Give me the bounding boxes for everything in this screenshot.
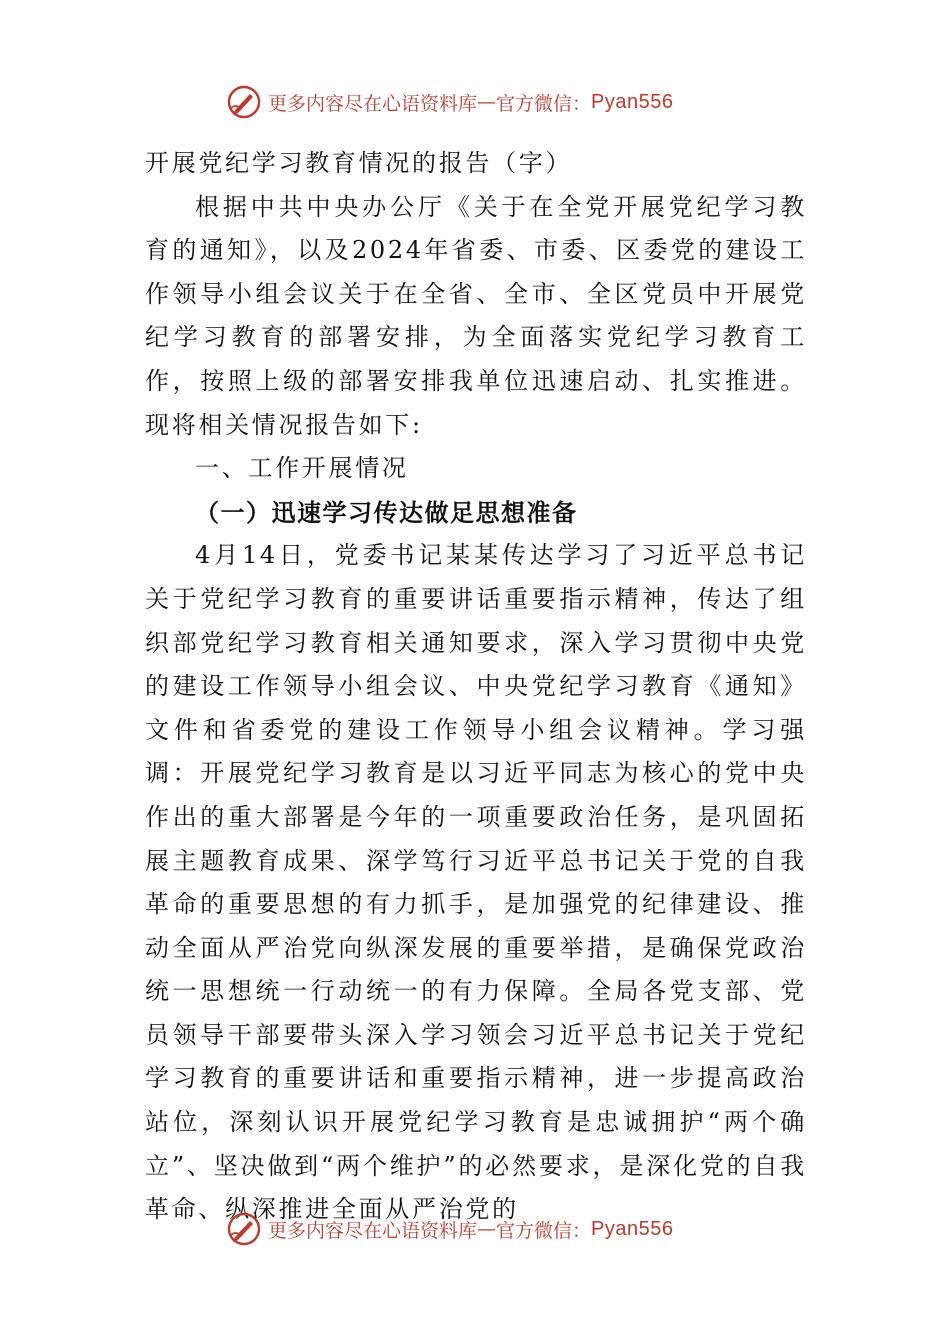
document-title: 开展党纪学习教育情况的报告（字） [145, 149, 573, 177]
subsection-heading: （一）迅速学习传达做足思想准备 [195, 497, 578, 527]
document-body [145, 142, 807, 1232]
pen-circle-logo-icon [226, 1211, 262, 1247]
watermark-account-label: 官方微信： [496, 1219, 592, 1242]
watermark-account-id: Pyan556 [591, 90, 674, 113]
watermark-dash: — [477, 1218, 497, 1240]
section-heading: 一、工作开展情况 [195, 454, 409, 483]
watermark-brand-text: 更多内容尽在心语资料库 [268, 1219, 478, 1242]
watermark-banner-top [226, 82, 746, 122]
watermark-banner-bottom [226, 1209, 746, 1249]
body-paragraph: 4月14日，党委书记某某传达学习了习近平总书记关于党纪学习教育的重要讲话重要指示精神，传达了组织部党纪学习教育相关通知要求，深入学习贯彻中央党的建设工作领导小组会议、中央党纪学习教育《通知》文件和省委党的建设工作领导小组会议精神。学习强调：开展党纪学习教育是以习近平同志为核心的党中央作出的重大部署是今年的一项重要政治任务，是巩固拓展主题教育成果、深学笃行习近平总书记关于党的自我革命的重要思想的有力抓手，是加强党的纪律建设、推动全面从严治党向纵深发展的重要举措，是确保党政治统一思想统一行动统一的有力保障。全局各党支部、党员领导干部要带头深入学习领会习近平总书记关于党纪学习教育的重要讲话和重要指示精神，进一步提高政治站位，深刻认识开展党纪学习教育是忠诚拥护“两个确立”、坚决做到“两个维护”的必然要求，是深化党的自我革命、纵深推进全面从严治党的 [145, 541, 807, 1224]
pen-circle-logo-icon [226, 84, 262, 120]
watermark-account-id: Pyan556 [591, 1217, 674, 1240]
watermark-brand-text: 更多内容尽在心语资料库 [268, 92, 478, 115]
watermark-account-label: 官方微信： [496, 92, 592, 115]
watermark-dash: — [477, 91, 497, 113]
intro-paragraph: 根据中共中央办公厅《关于在全党开展党纪学习教育的通知》，以及2024年省委、市委、区委党的建设工作领导小组会议关于在全省、全市、全区党员中开展党纪学习教育的部署安排，为全面落实党纪学习教育工作，按照上级的部署安排我单位迅速启动、扎实推进。现将相关情况报告如下: [145, 192, 807, 439]
